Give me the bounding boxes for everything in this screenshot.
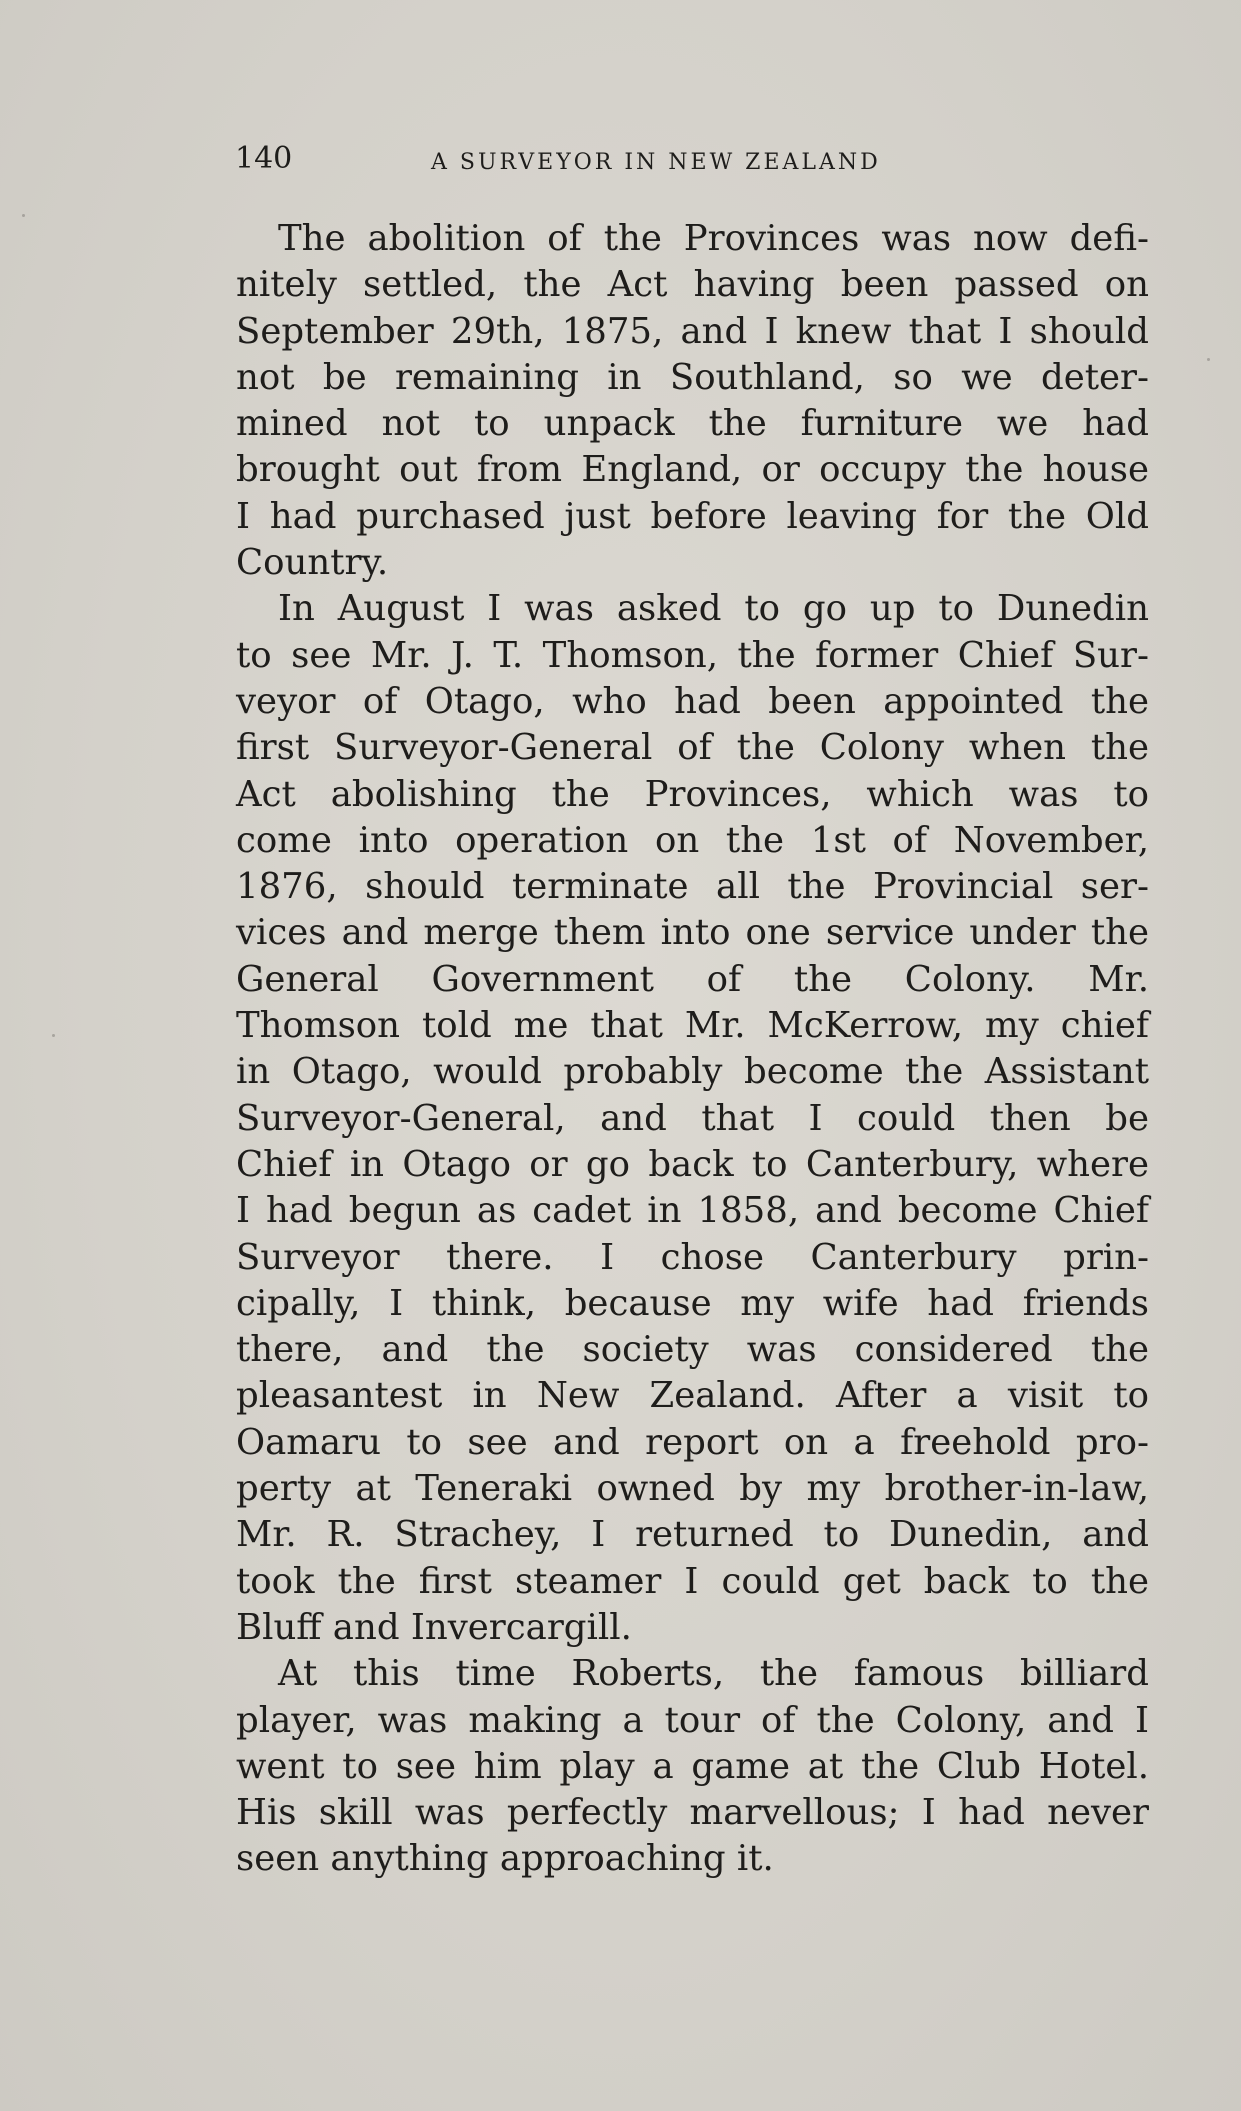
text-line: The abolition of the Provinces was now defi-: [278, 218, 1149, 259]
paragraph-3: [236, 1651, 1149, 1882]
text-line: first Surveyor-General of the Colony when the: [236, 727, 1149, 769]
text-line: I had begun as cadet in 1858, and become Chief: [236, 1190, 1149, 1232]
text-line: pleasantest in New Zealand. After a visit to: [236, 1375, 1149, 1417]
text-line: Act abolishing the Provinces, which was to: [236, 773, 1149, 815]
text-line: At this time Roberts, the famous billiard: [278, 1653, 1149, 1695]
text-line: mined not to unpack the furniture we had: [236, 403, 1149, 445]
paragraph-2: [236, 586, 1149, 1651]
text-line: player, was making a tour of the Colony, and I: [236, 1699, 1149, 1741]
text-line: cipally, I think, because my wife had friends: [236, 1282, 1149, 1324]
text-line: His skill was perfectly marvellous; I had never: [236, 1792, 1149, 1834]
text-line: Mr. R. Strachey, I returned to Dunedin, and: [236, 1514, 1149, 1556]
body-text: [236, 216, 1149, 1883]
text-line: there, and the society was considered the: [236, 1329, 1149, 1371]
paper-speck: [52, 1034, 55, 1037]
text-line: veyor of Otago, who had been appointed the: [236, 680, 1149, 722]
text-line: 1876, should terminate all the Provincial ser-: [236, 866, 1149, 908]
text-line: seen anything approaching it.: [236, 1838, 774, 1880]
text-line: Country.: [236, 542, 389, 584]
text-line: vices and merge them into one service under the: [236, 912, 1149, 954]
text-line: went to see him play a game at the Club Hotel.: [236, 1745, 1149, 1787]
text-line: I had purchased just before leaving for the Old: [236, 495, 1149, 537]
text-line: Thomson told me that Mr. McKerrow, my chief: [236, 1005, 1149, 1047]
text-line: Bluff and Invercargill.: [236, 1606, 632, 1648]
text-line: In August I was asked to go up to Dunedin: [278, 588, 1149, 630]
text-line: General Government of the Colony. Mr.: [236, 958, 1149, 1000]
text-line: Chief in Otago or go back to Canterbury, where: [236, 1143, 1149, 1185]
paper-speck: [22, 214, 25, 217]
running-head: [235, 141, 1150, 181]
text-line: brought out from England, or occupy the house: [236, 449, 1149, 491]
text-line: September 29th, 1875, and I knew that I should: [236, 310, 1149, 352]
paragraph-1: [236, 216, 1149, 586]
running-title: A SURVEYOR IN NEW ZEALAND: [431, 150, 881, 175]
text-line: to see Mr. J. T. Thomson, the former Chief Sur-: [236, 634, 1149, 676]
page-number: 140: [235, 141, 293, 176]
paper-speck: [1207, 358, 1210, 361]
text-line: in Otago, would probably become the Assistant: [236, 1051, 1149, 1093]
text-line: Surveyor there. I chose Canterbury prin-: [236, 1236, 1149, 1278]
text-line: Surveyor-General, and that I could then be: [236, 1097, 1149, 1139]
text-line: perty at Teneraki owned by my brother-in-law,: [236, 1468, 1149, 1510]
text-line: Oamaru to see and report on a freehold pro-: [236, 1421, 1149, 1463]
text-line: took the first steamer I could get back to the: [236, 1560, 1149, 1602]
text-line: not be remaining in Southland, so we deter-: [236, 356, 1149, 398]
text-line: nitely settled, the Act having been passed on: [236, 264, 1149, 306]
text-line: come into operation on the 1st of November,: [236, 819, 1149, 861]
